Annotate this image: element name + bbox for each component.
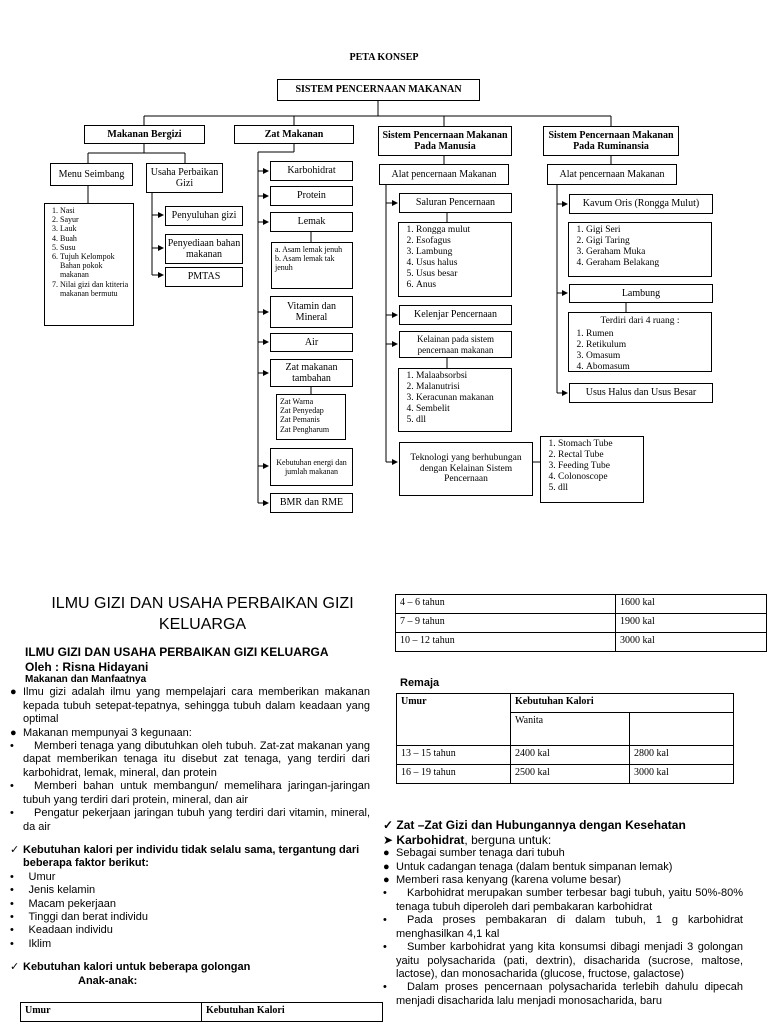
list-item: • Macam pekerjaan (10, 897, 116, 910)
saluran-list (402, 225, 508, 291)
list-item: 3. Omasum (586, 351, 708, 362)
table-row (396, 614, 767, 633)
node-saluran-pencernaan: Saluran Pencernaan (399, 193, 512, 213)
list-item: ● Sebagai sumber tenaga dari tubuh (383, 847, 565, 860)
table-row (396, 595, 767, 614)
table-cell: 3000 kal (616, 633, 767, 652)
node-vitamin-mineral: Vitamin dan Mineral (270, 296, 353, 328)
list-item: • Pada proses pembakaran di dalam tubuh, 1 g karbohidrat menghasilkan 4,1 kal (383, 914, 743, 940)
list-item: 6. Tujuh Kelompok Bahan pokok makanan (60, 252, 130, 280)
list-item: a. Asam lemak jenuh (275, 245, 343, 254)
kelainan-list (402, 371, 508, 426)
list-item: 6. Anus (416, 280, 508, 291)
node-makanan-bergizi: Makanan Bergizi (84, 125, 205, 144)
factors-list (10, 871, 370, 951)
node-air: Air (270, 333, 353, 352)
list-item: ● Untuk cadangan tenaga (dalam bentuk simpanan lemak) (383, 860, 673, 873)
table-subheader-cell (630, 713, 734, 746)
list-item: 2. Retikulum (586, 340, 708, 351)
list-item: Zat Pengharum (280, 424, 330, 434)
remaja-table (396, 693, 734, 784)
list-item: 5. dll (416, 415, 508, 426)
table-cell: 7 – 9 tahun (396, 614, 616, 633)
node-zat-makanan: Zat Makanan (234, 125, 354, 144)
table-subheader-cell: Wanita (511, 713, 630, 746)
zat-section-title: ✓ Zat –Zat Gizi dan Hubungannya dengan Kesehatan (383, 818, 686, 832)
list-item: ● Memberi rasa kenyang (karena volume besar) (383, 874, 621, 887)
node-alat-pencernaan-manusia: Alat pencernaan Makanan (379, 164, 509, 185)
node-kavum-oris: Kavum Oris (Rongga Mulut) (569, 194, 713, 214)
list-item: 4. Buah (60, 234, 130, 243)
list-item: • Karbohidrat merupakan sumber terbesar bagi tubuh, yaitu 50%-80% tenaga tubuh diperoleh dari pembakaran karbohidrat (383, 887, 743, 913)
ruang-list (572, 329, 708, 373)
uses-list (10, 740, 370, 834)
node-menu-seimbang: Menu Seimbang (50, 163, 133, 186)
list-item: 2. Rectal Tube (558, 450, 640, 461)
list-item: 1. Rumen (586, 329, 708, 340)
list-item: 2. Gigi Taring (586, 236, 708, 247)
list-item: 3. Lambung (416, 247, 508, 258)
table-row (21, 1003, 383, 1022)
node-teknologi-list (540, 436, 644, 503)
list-item: • Jenis kelamin (10, 884, 96, 897)
list-item: 5. Usus besar (416, 269, 508, 280)
list-item: 4. Usus halus (416, 258, 508, 269)
tambahan-list (280, 397, 342, 434)
anak-label: Anak-anak: (78, 974, 138, 987)
karbohidrat-details-list (383, 887, 743, 1008)
list-item: 2. Malanutrisi (416, 382, 508, 393)
list-item: 1. Stomach Tube (558, 439, 640, 450)
table-header-cell: Umur (21, 1003, 202, 1022)
article-title: ILMU GIZI DAN USAHA PERBAIKAN GIZI KELUARGA (51, 595, 354, 633)
list-item: • Dalam proses pencernaan polysacharida terlebih dahulu dipecah menjadi disacharida lalu menjadi monosacharida, baru (383, 981, 743, 1007)
node-lambung: Lambung (569, 284, 713, 303)
remaja-label: Remaja (400, 677, 440, 689)
concept-map-title: PETA KONSEP (349, 52, 419, 63)
list-item: 5. Susu (60, 243, 130, 252)
list-item: 3. Keracunan makanan (416, 393, 508, 404)
list-item: 4. Sembelit (416, 404, 508, 415)
ruang-title: Terdiri dari 4 ruang : (600, 316, 680, 326)
article-subheading: Makanan dan Manfaatnya (25, 674, 147, 686)
table-cell: 1900 kal (616, 614, 767, 633)
arrow-bullet-icon: ➤ (383, 832, 394, 847)
table-row (397, 694, 734, 713)
node-kebutuhan-energi: Kebutuhan energi dan jumlah makanan (270, 448, 353, 486)
table-cell: 16 – 19 tahun (397, 765, 511, 784)
table-cell: 1600 kal (616, 595, 767, 614)
list-item: • Sumber karbohidrat yang kita konsumsi dibagi menjadi 3 golongan yaitu polysacharida (pati, dextrin), disacharida (sucrose, maltose, lactose), dan monosacharida (glucose, fructose, galactose) (383, 941, 743, 980)
node-menu-list (44, 203, 134, 326)
list-item: 3. Lauk (60, 224, 130, 233)
node-alat-pencernaan-ruminansia: Alat pencernaan Makanan (547, 164, 677, 185)
list-item: • Keadaan individu (10, 924, 113, 937)
lemak-list (275, 245, 349, 273)
list-item: b. Asam lemak tak jenuh (275, 254, 335, 273)
table-header-cell: Kebutuhan Kalori (511, 694, 734, 713)
root-node: SISTEM PENCERNAAN MAKANAN (277, 79, 480, 101)
node-saluran-list (398, 222, 512, 297)
node-sistem-ruminansia: Sistem Pencernaan Makanan Pada Ruminansia (543, 126, 679, 156)
table-cell: 4 – 6 tahun (396, 595, 616, 614)
node-kelainan-list (398, 368, 512, 432)
article-author: Oleh : Risna Hidayani (25, 659, 149, 674)
node-lemak-list (271, 242, 353, 289)
table-cell: 2800 kal (630, 746, 734, 765)
list-item: 5. dll (558, 483, 640, 494)
node-sistem-manusia: Sistem Pencernaan Makanan Pada Manusia (378, 126, 512, 156)
anak-table (20, 1002, 383, 1022)
table-header-cell: Umur (397, 694, 511, 746)
node-tambahan-list (276, 394, 346, 440)
list-item: 2. Esofagus (416, 236, 508, 247)
node-penyediaan-bahan: Penyediaan bahan makanan (165, 234, 243, 264)
node-pmtas: PMTAS (165, 267, 243, 287)
list-item: 4. Geraham Belakang (586, 258, 708, 269)
table-cell: 3000 kal (630, 765, 734, 784)
article-heading: ILMU GIZI DAN USAHA PERBAIKAN GIZI KELUARGA (25, 645, 329, 659)
list-item: Zat Warna (280, 397, 314, 406)
list-item: 1. Nasi (60, 206, 130, 215)
list-item: 1. Malaabsorbsi (416, 371, 508, 382)
node-teknologi: Teknologi yang berhubungan dengan Kelainan Sistem Pencernaan (399, 442, 533, 496)
list-item: • Tinggi dan berat individu (10, 910, 148, 923)
node-kelainan: Kelainan pada sistem pencernaan makanan (399, 331, 512, 358)
list-item: 3. Geraham Muka (586, 247, 708, 258)
menu-list (48, 206, 130, 298)
list-item: • Umur (10, 870, 56, 883)
table-cell: 2500 kal (511, 765, 630, 784)
node-usaha-perbaikan-gizi: Usaha Perbaikan Gizi (146, 163, 223, 193)
list-item: 7. Nilai gizi dan ktiteria makanan bermutu (60, 280, 130, 298)
list-item: • Pengatur pekerjaan jaringan tubuh yang terdiri dari vitamin, mineral, da air (10, 807, 370, 833)
list-item: 2. Sayur (60, 215, 130, 224)
karbohidrat-uses-list (383, 847, 743, 887)
table-row (397, 765, 734, 784)
list-item: 4. Abomasum (586, 362, 708, 373)
anak-table-continued (395, 594, 767, 652)
paragraph-kegunaan: ● Makanan mempunyai 3 kegunaan: (10, 726, 192, 739)
node-kavum-list (568, 222, 712, 277)
list-item: • Iklim (10, 937, 52, 950)
table-cell: 2400 kal (511, 746, 630, 765)
node-bmr-rme: BMR dan RME (270, 493, 353, 513)
list-item: 1. Gigi Seri (586, 225, 708, 236)
article-left-column (10, 645, 370, 988)
node-kelenjar-pencernaan: Kelenjar Pencernaan (399, 305, 512, 325)
kalori-intro: ✓ Kebutuhan kalori per individu tidak selalu sama, tergantung dari beberapa faktor berikut: (10, 843, 360, 870)
karbohidrat-heading: ➤ Karbohidrat, berguna untuk: (383, 832, 552, 847)
node-ruang-lambung (568, 312, 712, 372)
table-row (397, 746, 734, 765)
paragraph-ilmu-gizi: ● Ilmu gizi adalah ilmu yang mempelajari cara memberikan makanan kepada tubuh setepat-tepatnya, sehingga tubuh dalam keadaan yang optimal (10, 686, 370, 726)
list-item: Zat Penyedap (280, 406, 324, 416)
kavum-list (572, 225, 708, 269)
node-karbohidrat: Karbohidrat (270, 161, 353, 181)
list-item: • Memberi tenaga yang dibutuhkan oleh tubuh. Zat-zat makanan yang dapat memberikan tenaga itu disebut zat tenaga, yang terdiri dari karbohidrat, lemak, mineral, dan protein (10, 740, 370, 779)
list-item: Zat Pemanis (280, 415, 320, 425)
list-item: 4. Colonoscope (558, 472, 640, 483)
node-zat-tambahan: Zat makanan tambahan (270, 359, 353, 387)
golongan-intro: ✓ Kebutuhan kalori untuk beberapa golongan (10, 961, 251, 974)
table-header-cell: Kebutuhan Kalori (202, 1003, 383, 1022)
teknologi-list (544, 439, 640, 494)
table-cell: 13 – 15 tahun (397, 746, 511, 765)
list-item: • Memberi bahan untuk membangun/ memelihara jaringan-jaringan tubuh yang terdiri dari protein, mineral, dan air (10, 780, 370, 806)
node-protein: Protein (270, 186, 353, 206)
check-icon: ✓ (383, 818, 394, 832)
node-usus: Usus Halus dan Usus Besar (569, 383, 713, 403)
node-lemak: Lemak (270, 212, 353, 232)
article-right-column (383, 818, 743, 1008)
list-item: 1. Rongga mulut (416, 225, 508, 236)
list-item: 3. Feeding Tube (558, 461, 640, 472)
node-penyuluhan-gizi: Penyuluhan gizi (165, 206, 243, 226)
table-cell: 10 – 12 tahun (396, 633, 616, 652)
table-row (396, 633, 767, 652)
